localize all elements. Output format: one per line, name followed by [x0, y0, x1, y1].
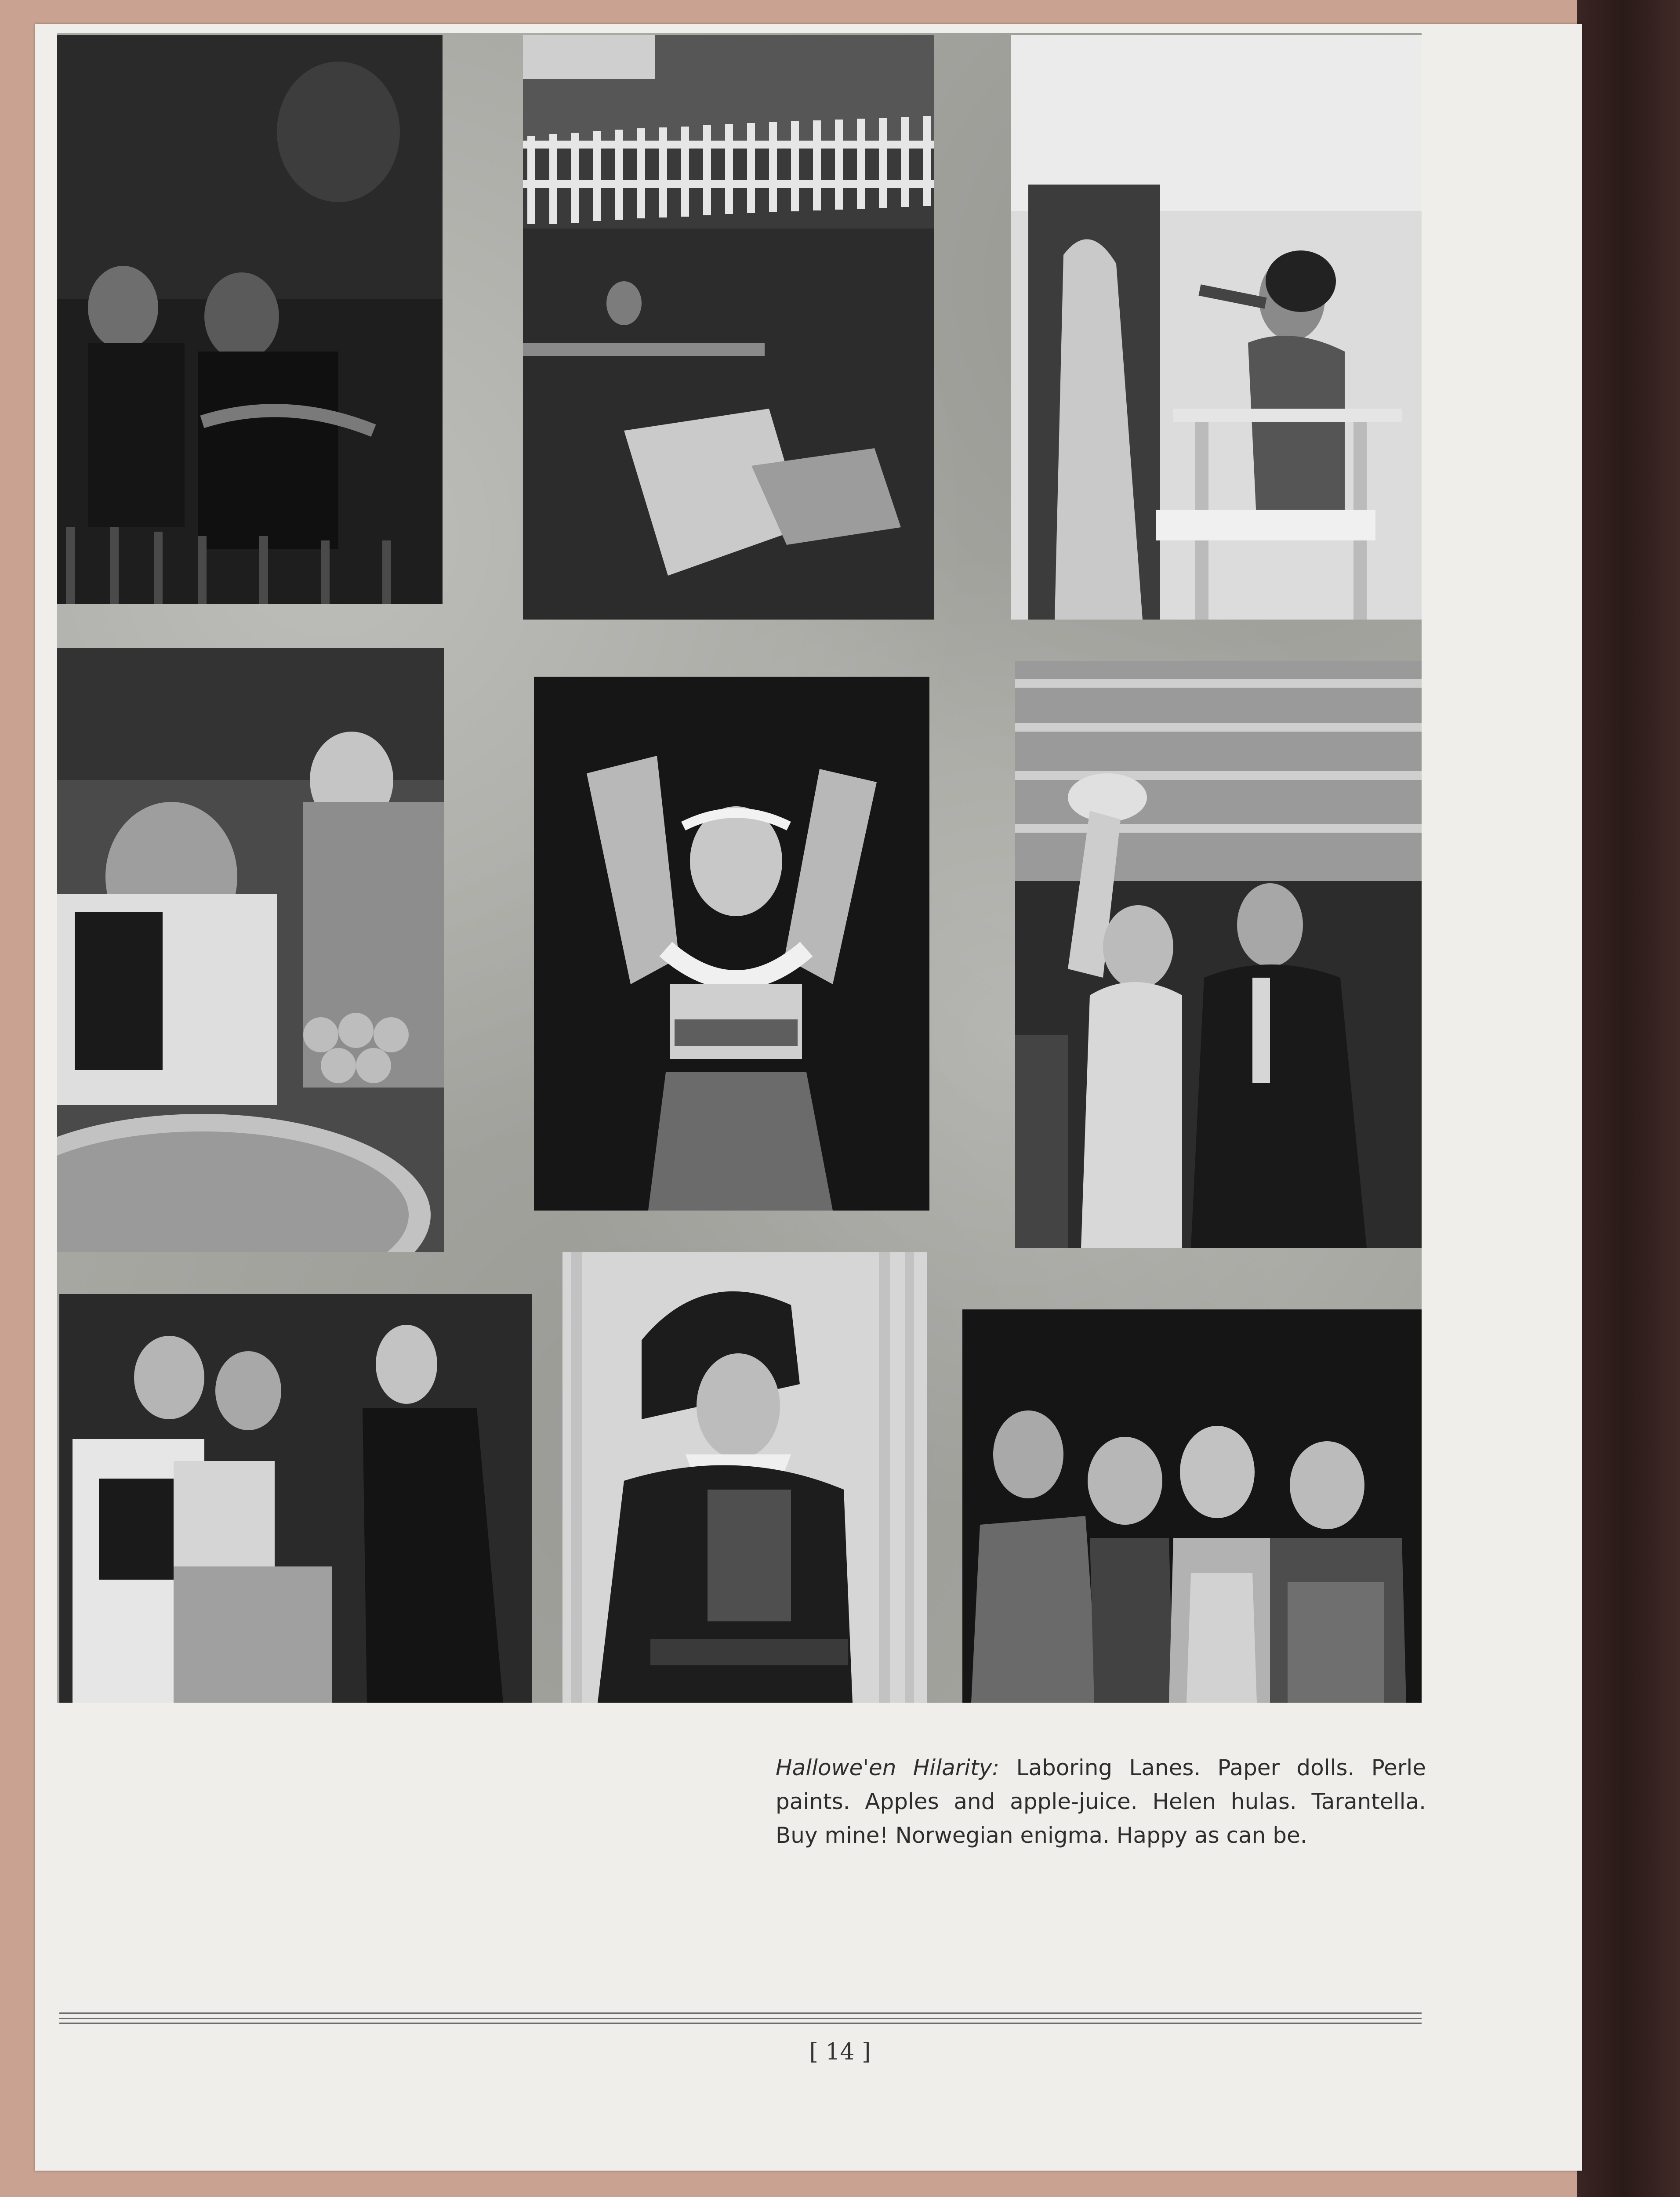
photo-perle-paints: [1011, 35, 1422, 620]
photo-laboring-lanes: [57, 35, 443, 604]
photo-happy-as-can-be: [962, 1309, 1422, 1703]
photo-collage: [57, 33, 1422, 1703]
photo-tarantella: [1015, 661, 1422, 1248]
photo-helen-hulas: [534, 677, 929, 1211]
divider-rule-1: [59, 2012, 1422, 2014]
photo-paper-dolls: [523, 35, 934, 620]
caption-text: Laboring Lanes. Paper dolls. Perle paints. Apples and apple-juice. Helen hulas. Tarantella. Buy mine! Norwegian enigma. Happy as can be.: [776, 1755, 1426, 1848]
divider-rule-2: [59, 2018, 1422, 2019]
photo-apples-and-apple-juice: [57, 648, 444, 1252]
page-number: [ 14 ]: [809, 2039, 871, 2065]
photo-norwegian-enigma: [562, 1252, 927, 1703]
photo-buy-mine: [59, 1294, 532, 1703]
divider-rule-3: [59, 2023, 1422, 2024]
book-spine: [1577, 0, 1680, 2197]
photo-caption: [776, 1751, 1426, 1853]
caption-lead: Hallowe'en Hilarity:: [776, 1755, 1000, 1780]
